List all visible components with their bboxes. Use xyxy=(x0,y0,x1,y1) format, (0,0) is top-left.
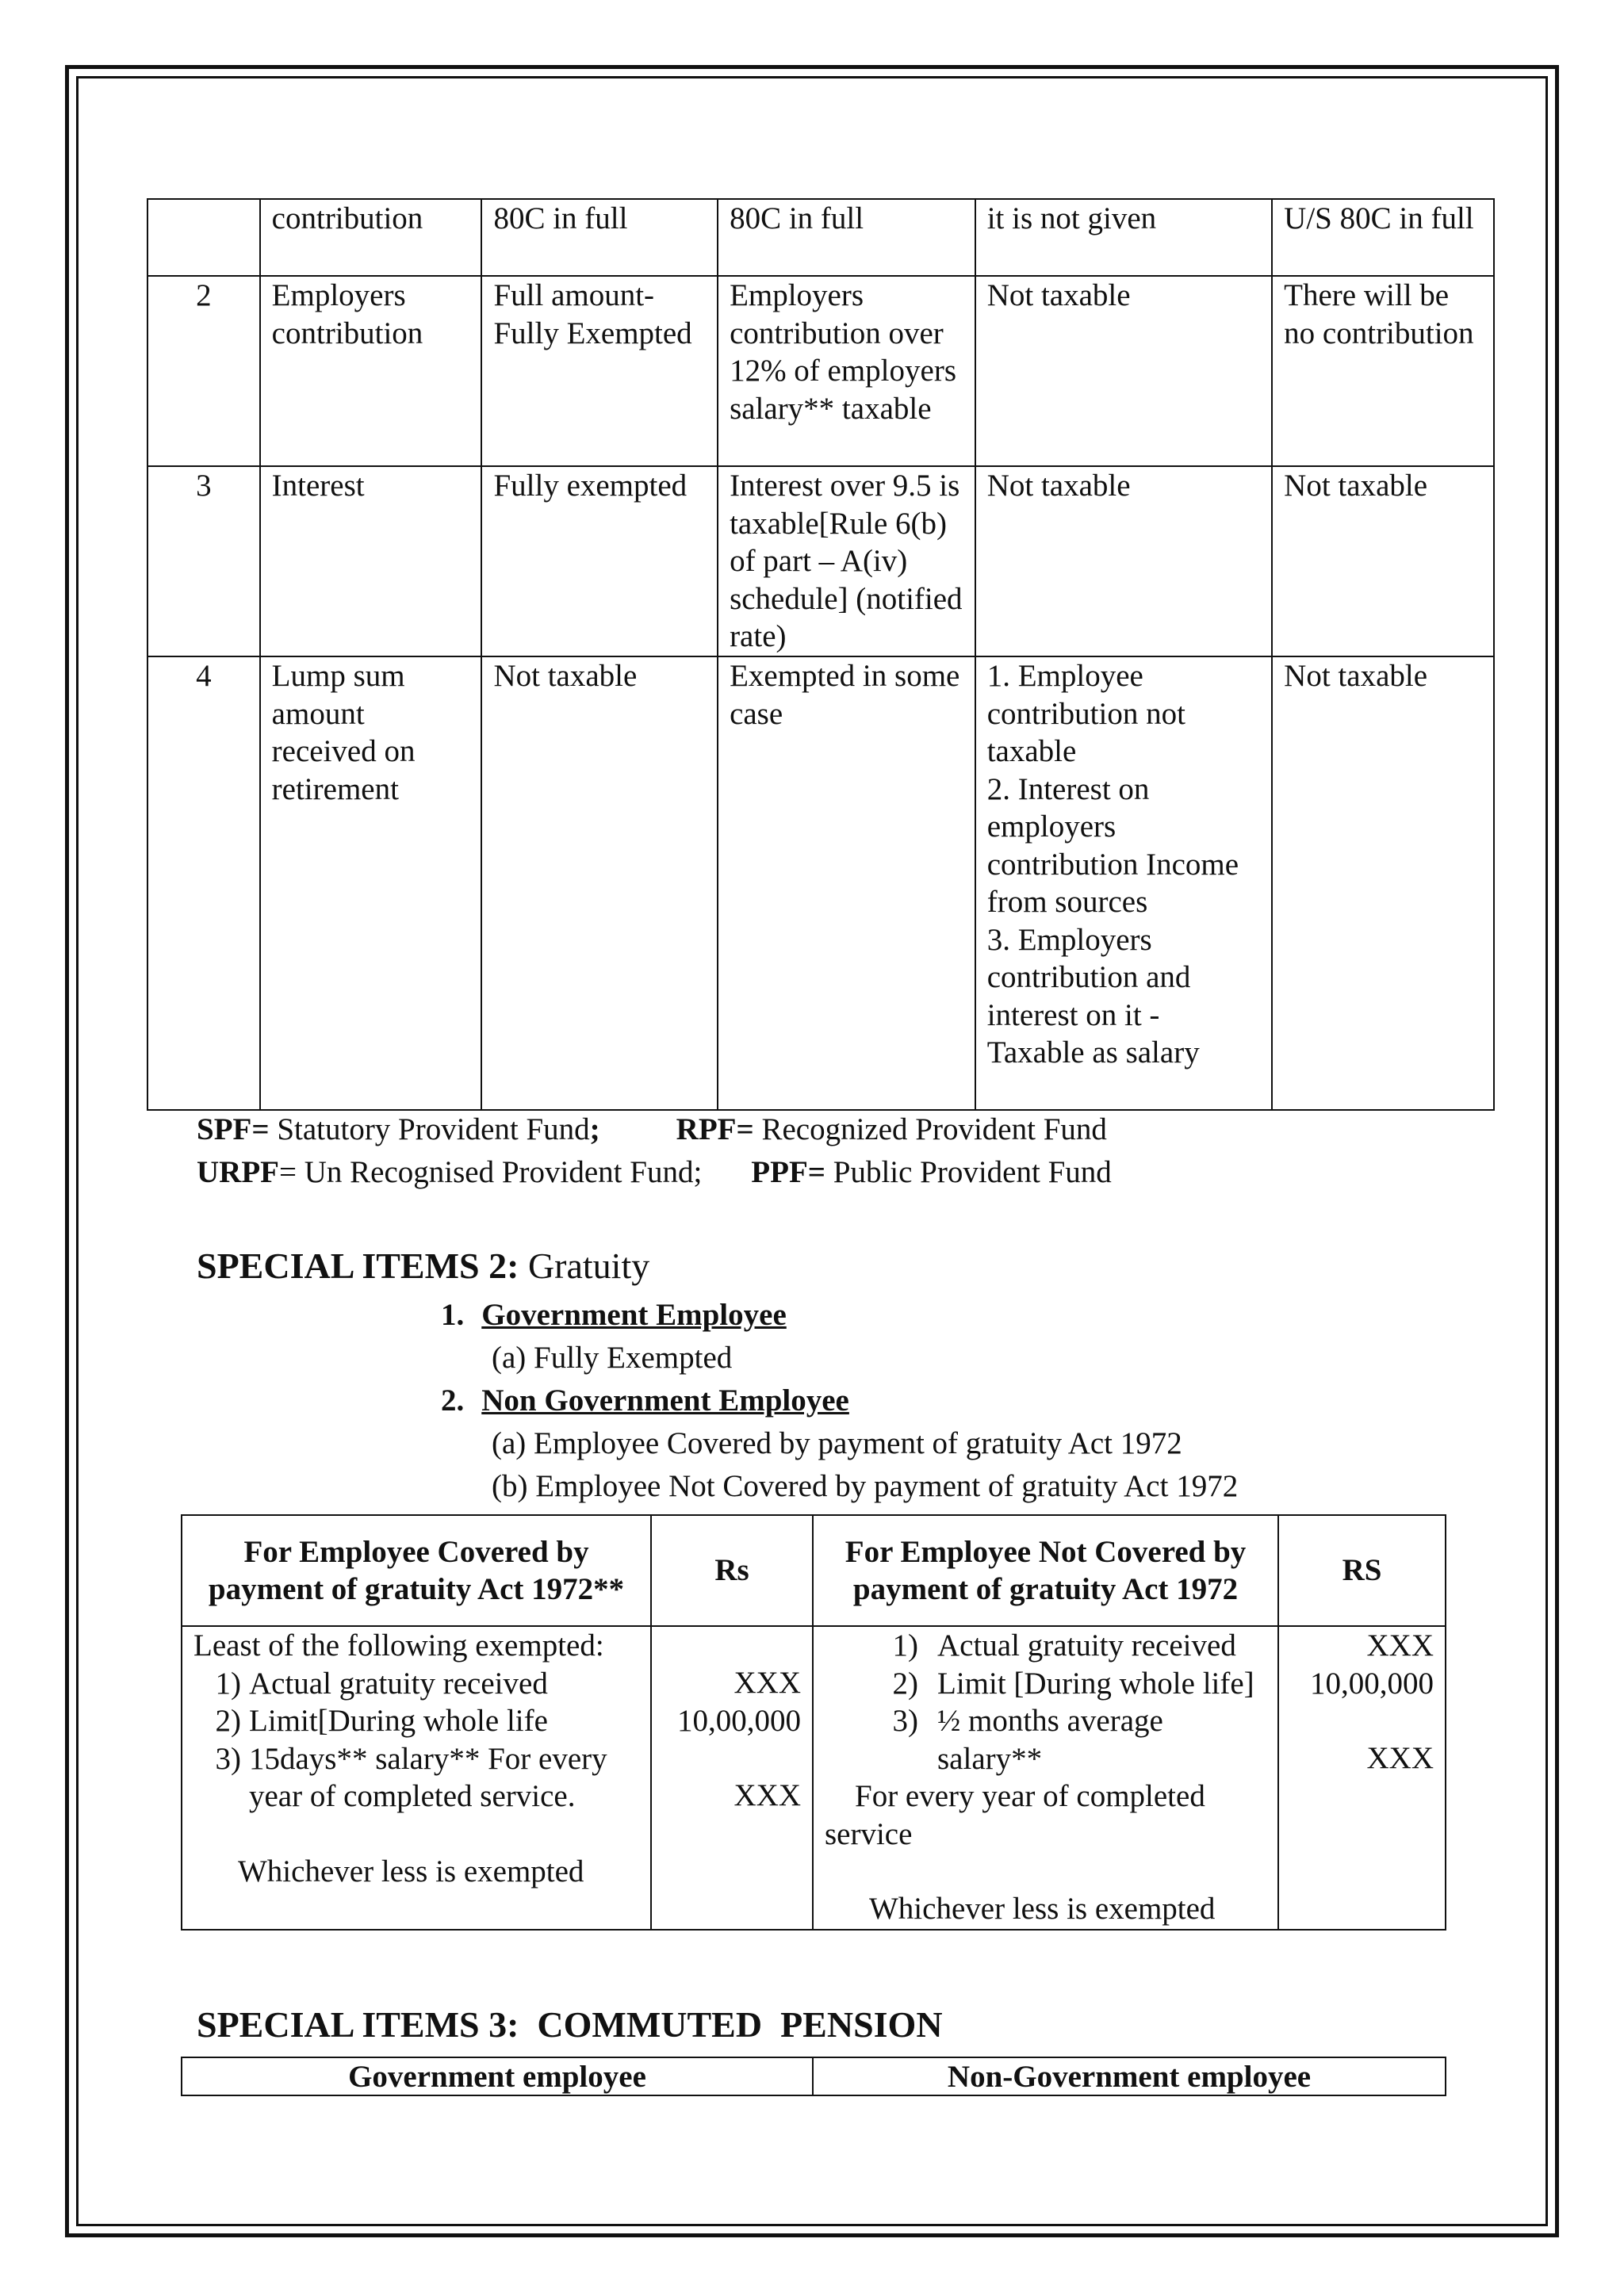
item-number: 1) xyxy=(892,1628,918,1663)
item-text: 15days** salary** For every year of completed service. xyxy=(249,1741,607,1813)
ppf-abbr: PPF= xyxy=(751,1155,825,1189)
rpf-cell: Exempted in some case xyxy=(718,656,975,1110)
list-number: 1. xyxy=(441,1298,465,1332)
item-number: 2) xyxy=(892,1666,918,1701)
header-rs: Rs xyxy=(651,1515,813,1626)
list-item xyxy=(441,1294,1551,1337)
legend-line-2 xyxy=(197,1151,1465,1194)
table-row xyxy=(147,276,1494,466)
list-title: Non Government Employee xyxy=(481,1383,849,1418)
item-text: ½ months average salary** xyxy=(937,1704,1163,1776)
table-header-row xyxy=(182,2057,1446,2095)
urpf-line: 2. Interest on employers contribution Income from sources xyxy=(986,771,1239,919)
list-subitem: (a) Employee Covered by payment of gratuity Act 1972 xyxy=(492,1426,1182,1460)
header-government: Government employee xyxy=(182,2057,813,2095)
row-number: 4 xyxy=(147,656,260,1110)
rs2-value: XXX xyxy=(1366,1741,1434,1775)
item-text: Actual gratuity received xyxy=(937,1628,1236,1663)
item-cell: Lump sum amount received on retirement xyxy=(260,656,482,1110)
ppf-cell: U/S 80C in full xyxy=(1272,199,1494,276)
spf-cell: Fully exempted xyxy=(481,466,718,656)
rs2-values-cell xyxy=(1278,1626,1446,1930)
item-cell: contribution xyxy=(260,199,482,276)
legend-line-1 xyxy=(197,1108,1465,1151)
gratuity-heading xyxy=(197,1245,649,1287)
urpf-line: 1. Employee contribution not taxable xyxy=(986,659,1185,768)
header-non-government: Non-Government employee xyxy=(813,2057,1446,2095)
heading-topic: Gratuity xyxy=(519,1246,650,1286)
gratuity-list xyxy=(441,1294,1551,1508)
covered-footer: Whichever less is exempted xyxy=(238,1854,584,1888)
item-number: 1) xyxy=(215,1666,241,1701)
row-number: 3 xyxy=(147,466,260,656)
legend-separator: ; xyxy=(589,1112,600,1146)
list-item xyxy=(825,1665,1266,1703)
rpf-abbr: RPF= xyxy=(676,1112,754,1146)
list-item xyxy=(193,1740,639,1816)
not-covered-footer: Whichever less is exempted xyxy=(869,1892,1216,1926)
rs-value: XXX xyxy=(733,1666,801,1700)
item-cell: Employers contribution xyxy=(260,276,482,466)
header-rs-2: RS xyxy=(1278,1515,1446,1626)
rs2-value: 10,00,000 xyxy=(1310,1666,1434,1701)
ppf-cell: There will be no contribution xyxy=(1272,276,1494,466)
rpf-cell: Interest over 9.5 is taxable[Rule 6(b) of part – A(iv) schedule] (notified rate) xyxy=(718,466,975,656)
rs-value: XXX xyxy=(733,1778,801,1812)
item-number: 3) xyxy=(892,1704,918,1738)
list-title: Government Employee xyxy=(481,1298,787,1332)
urpf-text: = Un Recognised Provident Fund; xyxy=(278,1155,703,1189)
table-header-row xyxy=(182,1515,1446,1626)
header-covered: For Employee Covered by payment of gratuity Act 1972** xyxy=(182,1515,651,1626)
urpf-cell: Not taxable xyxy=(975,276,1272,466)
ppf-text: Public Provident Fund xyxy=(825,1155,1112,1189)
urpf-cell: it is not given xyxy=(975,199,1272,276)
item-number: 3) xyxy=(215,1741,241,1776)
list-number: 2. xyxy=(441,1383,465,1418)
spf-text: Statutory Provident Fund xyxy=(269,1112,590,1146)
item-text: Limit[During whole life xyxy=(249,1704,548,1738)
item-text: Limit [During whole life] xyxy=(937,1666,1254,1701)
list-item xyxy=(193,1702,639,1740)
table-row xyxy=(147,199,1494,276)
gratuity-table xyxy=(181,1514,1446,1931)
rpf-cell: 80C in full xyxy=(718,199,975,276)
urpf-line: 3. Employers contribution and interest on it - Taxable as salary xyxy=(986,922,1200,1070)
pension-heading: SPECIAL ITEMS 3: COMMUTED PENSION xyxy=(197,2004,943,2045)
not-covered-tail: For every year of completed service xyxy=(825,1779,1205,1851)
list-subitem: (b) Employee Not Covered by payment of gratuity Act 1972 xyxy=(492,1469,1239,1503)
spf-cell: 80C in full xyxy=(481,199,718,276)
covered-intro: Least of the following exempted: xyxy=(193,1628,604,1663)
list-item xyxy=(193,1665,639,1703)
urpf-cell xyxy=(975,656,1272,1110)
heading-label: SPECIAL ITEMS 2: xyxy=(197,1246,519,1286)
rpf-cell: Employers contribution over 12% of employers salary** taxable xyxy=(718,276,975,466)
row-number xyxy=(147,199,260,276)
abbreviation-legend xyxy=(197,1108,1465,1194)
table-row xyxy=(147,656,1494,1110)
ppf-cell: Not taxable xyxy=(1272,656,1494,1110)
list-item xyxy=(825,1702,1266,1777)
item-cell: Interest xyxy=(260,466,482,656)
rs2-value: XXX xyxy=(1366,1628,1434,1663)
covered-cell xyxy=(182,1626,651,1930)
provident-fund-table xyxy=(147,198,1495,1111)
list-subitem: (a) Fully Exempted xyxy=(492,1341,733,1375)
not-covered-cell xyxy=(813,1626,1278,1930)
rs-value: 10,00,000 xyxy=(677,1703,801,1738)
ppf-cell: Not taxable xyxy=(1272,466,1494,656)
item-number: 2) xyxy=(215,1704,241,1738)
table-row xyxy=(147,466,1494,656)
spf-cell: Not taxable xyxy=(481,656,718,1110)
rs-values-cell xyxy=(651,1626,813,1930)
rpf-text: Recognized Provident Fund xyxy=(753,1112,1107,1146)
spf-cell: Full amount- Fully Exempted xyxy=(481,276,718,466)
header-not-covered: For Employee Not Covered by payment of gratuity Act 1972 xyxy=(813,1515,1278,1626)
urpf-abbr: URPF xyxy=(197,1155,279,1189)
item-text: Actual gratuity received xyxy=(249,1666,548,1701)
urpf-cell: Not taxable xyxy=(975,466,1272,656)
list-item xyxy=(441,1380,1551,1422)
commuted-pension-table xyxy=(181,2057,1446,2096)
list-item xyxy=(825,1627,1266,1665)
spf-abbr: SPF= xyxy=(197,1112,270,1146)
table-row xyxy=(182,1626,1446,1930)
row-number: 2 xyxy=(147,276,260,466)
